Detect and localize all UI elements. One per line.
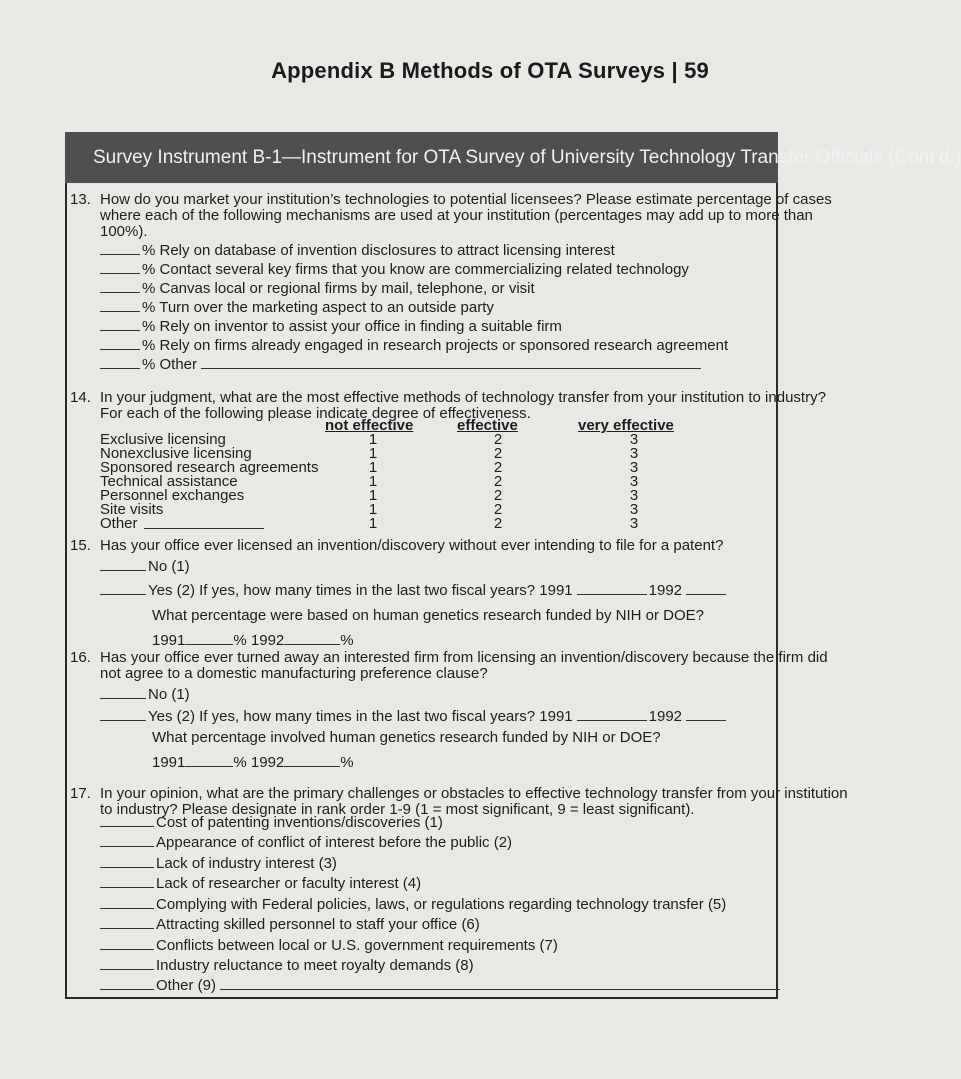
answer-no: No (1) (100, 558, 190, 575)
list-item: Lack of industry interest (3) (100, 855, 337, 872)
page-header: Appendix B Methods of OTA Surveys | 59 (271, 58, 709, 83)
pct-1992-field[interactable] (284, 754, 340, 767)
question-number: 16. (70, 649, 91, 666)
answer-blank[interactable] (100, 558, 146, 571)
percentage-answer: 1991 % 1992 % (152, 632, 354, 649)
other-blank[interactable] (144, 516, 264, 529)
question-text: In your judgment, what are the most effective methods of technology transfer from your institution to industry? (100, 389, 826, 406)
question-text: to industry? Please designate in rank order 1-9 (1 = most significant, 9 = least significant). (100, 801, 695, 818)
question-text: not agree to a domestic manufacturing preference clause? (100, 665, 488, 682)
pct-1992-field[interactable] (284, 632, 340, 645)
answer-no: No (1) (100, 686, 190, 703)
answer-blank[interactable] (100, 261, 140, 274)
rank-blank[interactable] (100, 834, 154, 847)
list-item: % Other (100, 356, 703, 373)
answer-blank[interactable] (100, 299, 140, 312)
rank-blank[interactable] (100, 814, 154, 827)
column-header: effective (457, 417, 518, 434)
other-blank[interactable] (201, 356, 701, 369)
answer-blank[interactable] (100, 356, 140, 369)
column-header: very effective (578, 417, 674, 434)
list-item: % Contact several key firms that you know are commercializing related technology (100, 261, 689, 278)
answer-yes: Yes (2) If yes, how many times in the last two fiscal years? 1991 1992 (100, 582, 728, 599)
count-1991-field[interactable] (577, 582, 647, 595)
rank-blank[interactable] (100, 875, 154, 888)
list-item: Complying with Federal policies, laws, or regulations regarding technology transfer (5) (100, 896, 726, 913)
list-item: % Canvas local or regional firms by mail, telephone, or visit (100, 280, 535, 297)
percentage-answer: 1991 % 1992 % (152, 754, 354, 771)
answer-blank[interactable] (100, 242, 140, 255)
list-item: Cost of patenting inventions/discoveries (1) (100, 814, 443, 831)
question-13 (70, 191, 832, 373)
question-text: 100%). (100, 223, 148, 240)
answer-blank[interactable] (100, 280, 140, 293)
column-header: not effective (325, 417, 414, 434)
question-text: Has your office ever turned away an interested firm from licensing an invention/discovery because the firm did (100, 649, 828, 666)
question-17 (70, 785, 848, 994)
rank-blank[interactable] (100, 977, 154, 990)
question-text: In your opinion, what are the primary challenges or obstacles to effective technology transfer from your institution (100, 785, 848, 802)
pct-1991-field[interactable] (185, 754, 233, 767)
question-text: For each of the following please indicate degree of effectiveness. (100, 405, 531, 422)
percentage-question: What percentage involved human genetics research funded by NIH or DOE? (152, 729, 661, 746)
rank-blank[interactable] (100, 855, 154, 868)
question-number: 13. (70, 191, 91, 208)
answer-blank[interactable] (100, 686, 146, 699)
list-item: Conflicts between local or U.S. government requirements (7) (100, 937, 558, 954)
list-item: % Rely on inventor to assist your office in finding a suitable firm (100, 318, 562, 335)
question-text: where each of the following mechanisms are used at your institution (percentages may add up to more than (100, 207, 813, 224)
list-item: % Rely on database of invention disclosures to attract licensing interest (100, 242, 615, 259)
rank-blank[interactable] (100, 937, 154, 950)
question-number: 15. (70, 537, 91, 554)
list-item: Attracting skilled personnel to staff your office (6) (100, 916, 480, 933)
count-1991-field[interactable] (577, 708, 647, 721)
count-1992-field[interactable] (686, 582, 726, 595)
answer-blank[interactable] (100, 337, 140, 350)
list-item: Lack of researcher or faculty interest (4) (100, 875, 421, 892)
question-16 (70, 649, 828, 771)
question-14: 14. In your judgment, what are the most effective methods of technology transfer from your institution to industry? For each of the following please indicate degree of effectiveness. not effective effective very effective Exclusive licensing 1 2 3 Nonexclusive licensing 1 2 3 Sponsored research agreements 1 2 3 Technical assistance 1 2 3 Personnel exchanges 1 2 3 Site visits 1 2 3 Other 1 2 3 (70, 389, 826, 532)
list-item: Other (9) (100, 977, 782, 994)
answer-blank[interactable] (100, 318, 140, 331)
question-15 (70, 537, 760, 649)
survey-banner: Survey Instrument B-1—Instrument for OTA Survey of University Technology Transfer Officials (Cont’d.) (65, 132, 778, 183)
list-item: Appearance of conflict of interest before the public (2) (100, 834, 512, 851)
rank-blank[interactable] (100, 916, 154, 929)
question-number: 14. (70, 389, 91, 406)
answer-blank[interactable] (100, 708, 146, 721)
rank-blank[interactable] (100, 896, 154, 909)
answer-yes: Yes (2) If yes, how many times in the last two fiscal years? 1991 1992 (100, 708, 728, 725)
list-item: % Turn over the marketing aspect to an outside party (100, 299, 494, 316)
question-text: Has your office ever licensed an invention/discovery without ever intending to file for a patent? (100, 537, 724, 554)
percentage-question: What percentage were based on human genetics research funded by NIH or DOE? (152, 607, 704, 624)
question-number: 17. (70, 785, 91, 802)
question-text: How do you market your institution’s technologies to potential licensees? Please estimate percentage of cases (100, 191, 832, 208)
list-item: % Rely on firms already engaged in research projects or sponsored research agreement (100, 337, 728, 354)
count-1992-field[interactable] (686, 708, 726, 721)
answer-blank[interactable] (100, 582, 146, 595)
rank-blank[interactable] (100, 957, 154, 970)
other-blank[interactable] (220, 977, 780, 990)
list-item: Industry reluctance to meet royalty demands (8) (100, 957, 474, 974)
pct-1991-field[interactable] (185, 632, 233, 645)
